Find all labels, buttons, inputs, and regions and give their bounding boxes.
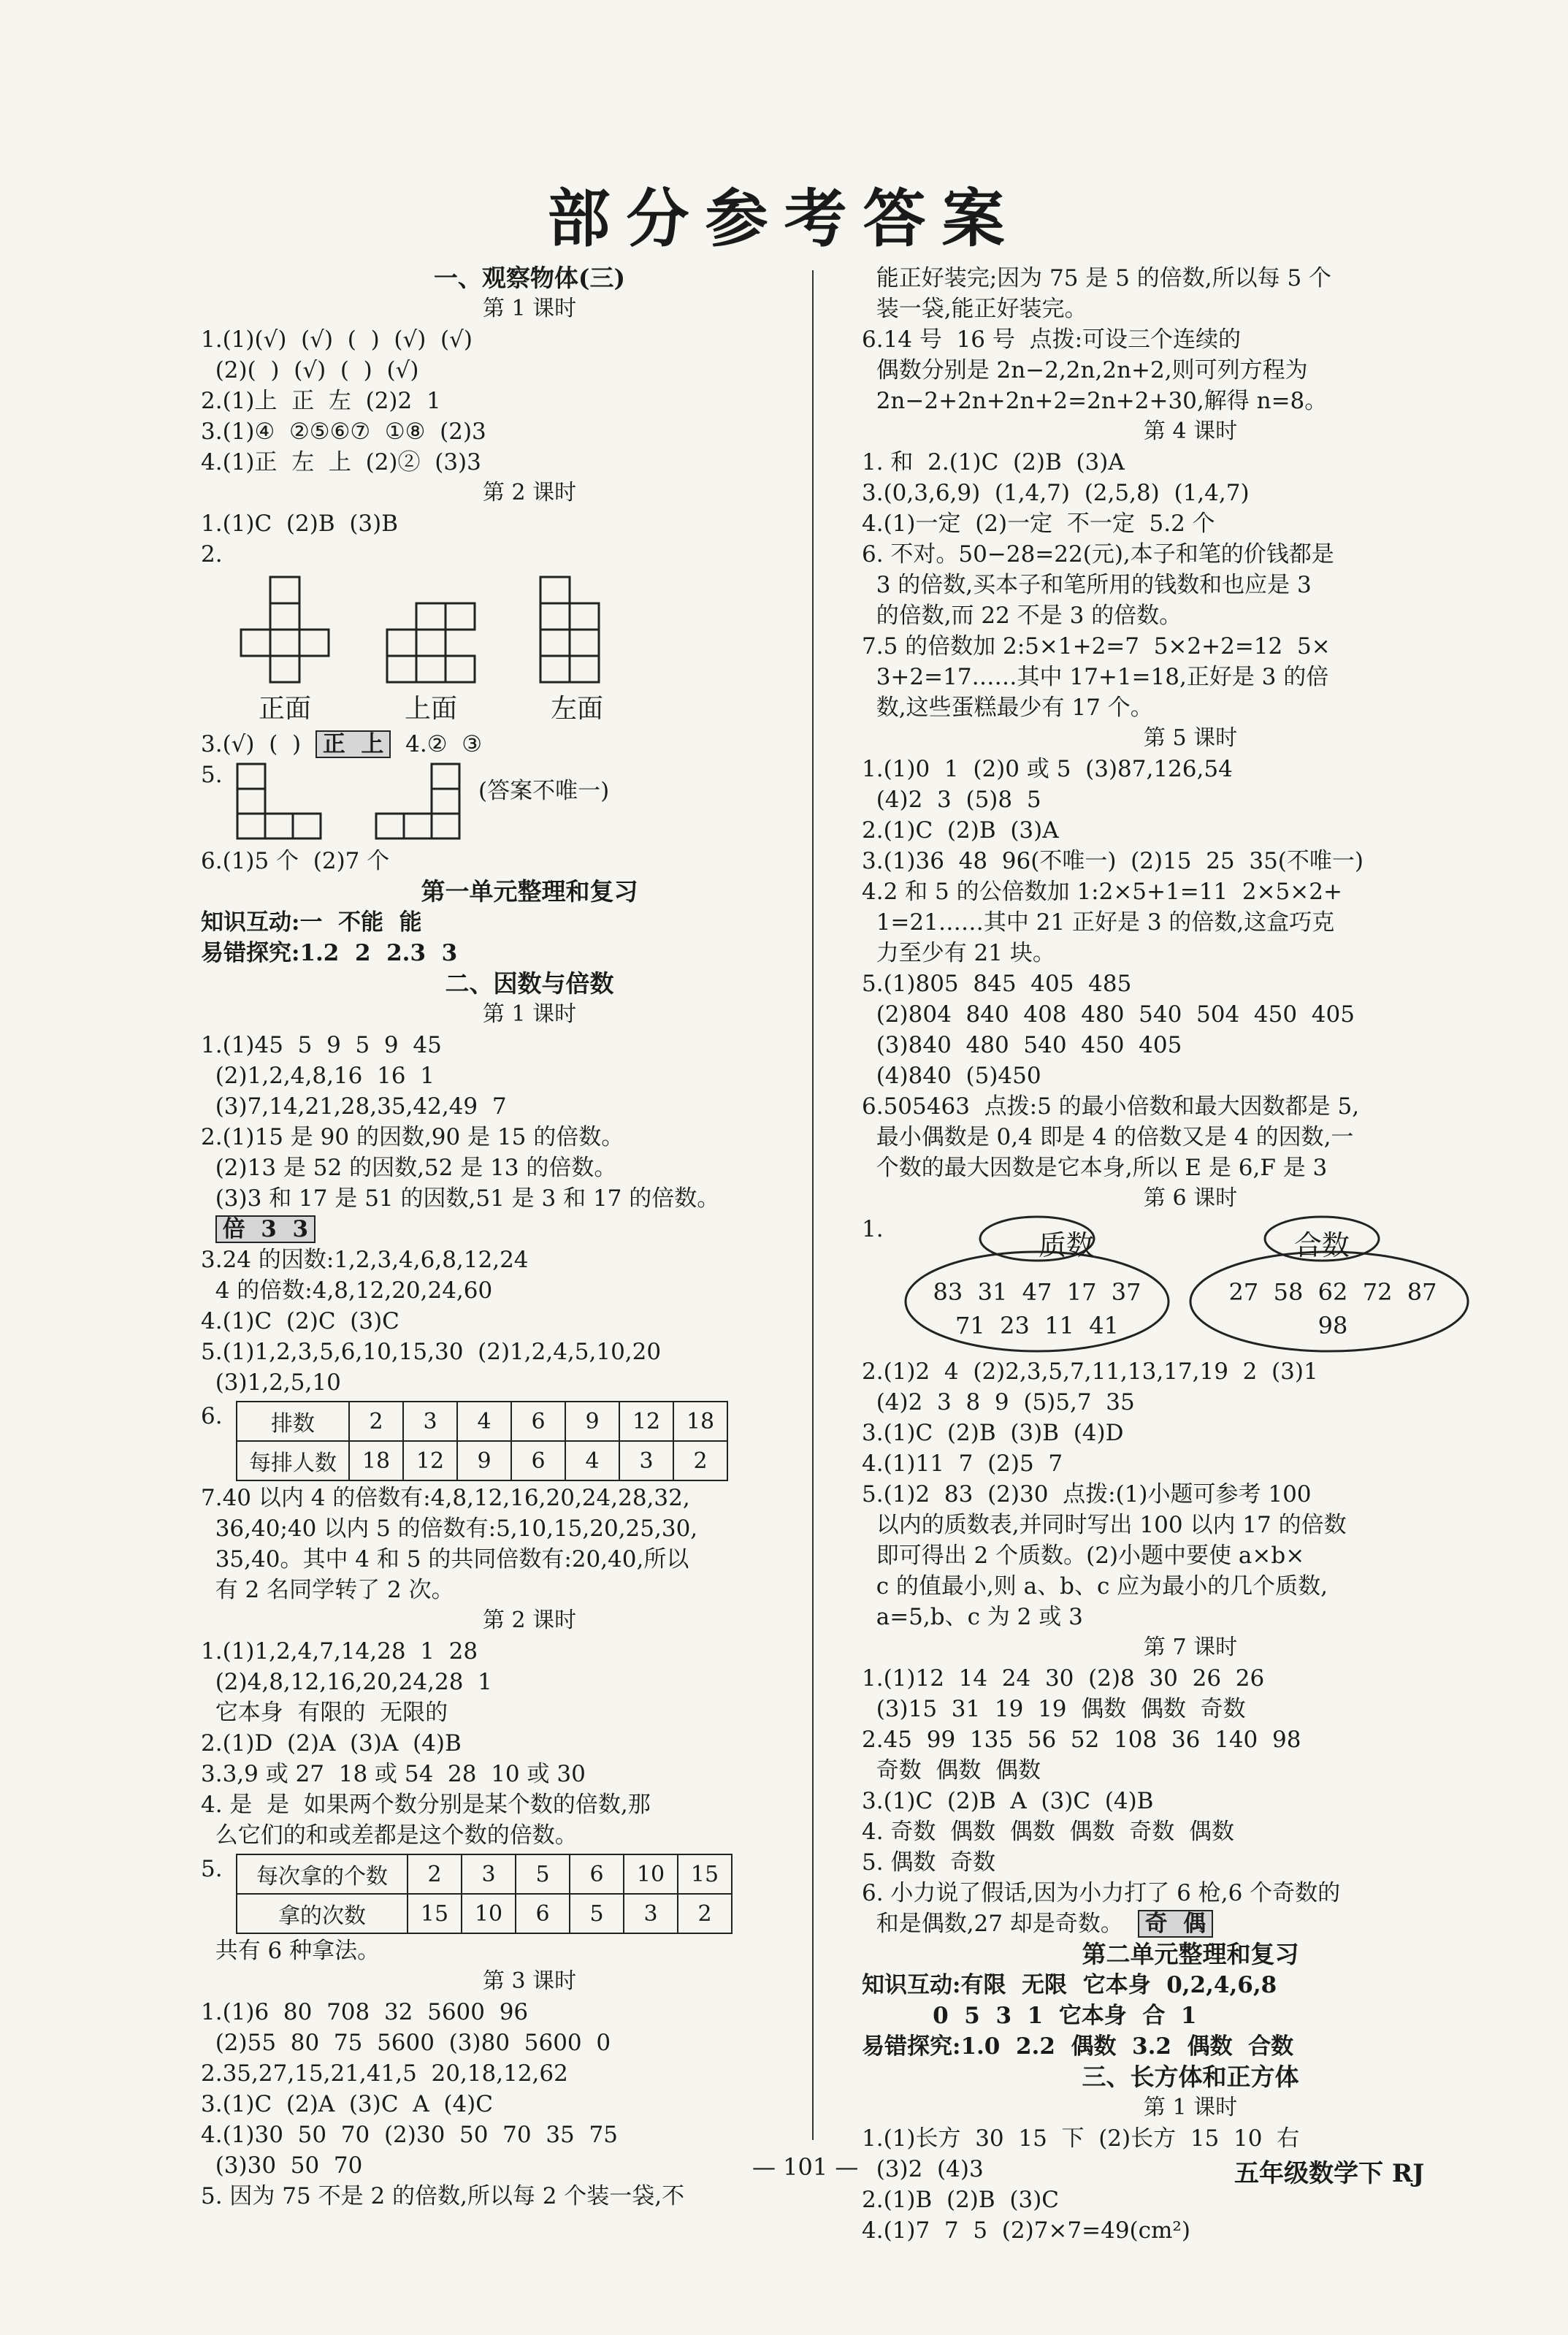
- view-label: 正面: [258, 694, 311, 724]
- answer-line: 偶数分别是 2n−2,2n,2n+2,则可列方程为: [862, 357, 1308, 383]
- answer-line: 3.(√) ( ) 正 上 4.② ③: [201, 731, 483, 757]
- composite-numbers: 27 58 62 72 87: [1228, 1278, 1437, 1306]
- answer-line: 6.14 号 16 号 点拨:可设三个连续的: [862, 326, 1242, 353]
- answer-line: c 的值最小,则 a、b、c 应为最小的几个质数,: [862, 1573, 1328, 1600]
- answer-line: 2.45 99 135 56 52 108 36 140 98: [862, 1727, 1301, 1753]
- answer-line: (4)2 3 (5)8 5: [862, 787, 1041, 813]
- prime-numbers: 71 23 11 41: [955, 1312, 1119, 1340]
- page-number: — 101 —: [752, 2153, 859, 2181]
- answer-line: 4 的倍数:4,8,12,20,24,60: [201, 1277, 493, 1304]
- answer-line: 5. 因为 75 不是 2 的倍数,所以每 2 个装一袋,不: [201, 2183, 685, 2209]
- answer-line: 力至少有 21 块。: [862, 940, 1055, 966]
- answer-line: 个数的最大因数是它本身,所以 E 是 6,F 是 3: [862, 1155, 1328, 1181]
- answer-line: 2.(1)2 4 (2)2,3,5,7,11,13,17,19 2 (3)1: [862, 1358, 1318, 1385]
- answer-line: 1.(1)0 1 (2)0 或 5 (3)87,126,54: [862, 756, 1233, 782]
- q5-shape-1: [234, 763, 336, 843]
- rows-table: [236, 1401, 728, 1481]
- section-heading: 第一单元整理和复习: [421, 877, 638, 906]
- page-title: 部分参考答案: [547, 182, 1021, 256]
- lesson-heading: 第 1 课时: [1143, 2095, 1238, 2120]
- q5-shape-2: [372, 763, 489, 843]
- section-heading: 二、因数与倍数: [445, 969, 614, 998]
- table-row: 拿的次数 15 10 6 5 3 2: [237, 1894, 732, 1933]
- answer-line: 6.(1)5 个 (2)7 个: [201, 848, 390, 874]
- answer-line: 6. 小力说了假话,因为小力打了 6 枪,6 个奇数的: [862, 1880, 1341, 1906]
- answer-line: (2)( ) (√) ( ) (√): [201, 357, 419, 383]
- answer-line: (2)4,8,12,16,20,24,28 1: [201, 1669, 492, 1695]
- answer-line: 2.(1)B (2)B (3)C: [862, 2187, 1060, 2213]
- answer-line: 它本身 有限的 无限的: [201, 1700, 448, 1726]
- answer-line: 奇数 偶数 偶数: [862, 1757, 1041, 1784]
- lesson-heading: 第 4 课时: [1143, 419, 1238, 444]
- answer-line: 4.(1)正 左 上 (2)② (3)3: [201, 449, 481, 475]
- q5-note: (答案不唯一): [478, 778, 610, 804]
- answer-line: 4.(1)7 7 5 (2)7×7=49(cm²): [862, 2217, 1190, 2244]
- composite-numbers: 98: [1317, 1312, 1348, 1340]
- answer-line: 6.505463 点拨:5 的最小倍数和最大因数都是 5,: [862, 1093, 1360, 1120]
- answer-line: 3.3,9 或 27 18 或 54 28 10 或 30: [201, 1761, 586, 1787]
- answer-line: 35,40。其中 4 和 5 的共同倍数有:20,40,所以: [201, 1546, 689, 1572]
- answer-line: (4)840 (5)450: [862, 1063, 1041, 1089]
- answer-line: 2.(1)C (2)B (3)A: [862, 817, 1059, 844]
- answer-line: 2.(1)上 正 左 (2)2 1: [201, 388, 441, 414]
- answer-line: 知识互动:一 不能 能: [201, 909, 422, 936]
- answer-line: 即可得出 2 个质数。(2)小题中要使 a×b×: [862, 1543, 1305, 1569]
- answer-line: 5. 偶数 奇数: [862, 1849, 996, 1876]
- answer-line: 7.40 以内 4 的倍数有:4,8,12,16,20,24,28,32,: [201, 1485, 690, 1511]
- q6-block: 6. 排数 2 3 4 6 9 12 18 每排人数 18 12 9 6 4 3 2: [201, 1401, 858, 1483]
- answer-line: 易错探究:1.0 2.2 偶数 3.2 偶数 合数: [862, 2033, 1294, 2060]
- section-heading: 第二单元整理和复习: [1082, 1940, 1299, 1968]
- answer-line: 4.(1)30 50 70 (2)30 50 70 35 75: [201, 2122, 618, 2148]
- answer-line: 3.(1)④ ②⑤⑥⑦ ①⑧ (2)3: [201, 419, 486, 445]
- table-row: 每排人数 18 12 9 6 4 3 2: [237, 1441, 727, 1480]
- lesson-heading: 第 7 课时: [1143, 1635, 1238, 1660]
- front-view-drawing: [237, 576, 332, 685]
- answer-line: 1.(1)45 5 9 5 9 45: [201, 1032, 442, 1058]
- answer-line: 3.(1)36 48 96(不唯一) (2)15 25 35(不唯一): [862, 848, 1364, 874]
- answer-line: a=5,b、c 为 2 或 3: [862, 1604, 1083, 1630]
- answer-line: [201, 1214, 858, 1245]
- answer-line: (2)1,2,4,8,16 16 1: [201, 1063, 435, 1089]
- answer-line: (4)2 3 8 9 (5)5,7 35: [862, 1389, 1135, 1415]
- lesson-heading: 第 3 课时: [482, 1968, 577, 1994]
- answer-line: 3.(1)C (2)B A (3)C (4)B: [862, 1788, 1154, 1814]
- answer-line: 能正好装完;因为 75 是 5 的倍数,所以每 5 个: [862, 265, 1332, 291]
- answer-line: 1.(1)1,2,4,7,14,28 1 28: [201, 1638, 478, 1665]
- answer-line: 和是偶数,27 却是奇数。 奇 偶: [862, 1908, 1519, 1939]
- highlight-box: 正 上: [315, 730, 391, 758]
- answer-line: 4.(1)C (2)C (3)C: [201, 1308, 399, 1334]
- answer-line: 5.(1)805 845 405 485: [862, 971, 1132, 997]
- answer-line: 3.24 的因数:1,2,3,4,6,8,12,24: [201, 1247, 529, 1273]
- answer-line: (3)2 (4)3: [862, 2156, 984, 2182]
- highlight-box: 奇 偶: [1138, 1910, 1214, 1938]
- answer-line: 36,40;40 以内 5 的倍数有:5,10,15,20,25,30,: [201, 1516, 698, 1542]
- answer-line: (3)30 50 70: [201, 2152, 363, 2179]
- q5-table-block: 5. 每次拿的个数 2 3 5 6 10 15 拿的次数 15 10 6 5 3 2: [201, 1854, 858, 1935]
- answer-line: (3)15 31 19 19 偶数 偶数 奇数: [862, 1696, 1246, 1722]
- answer-line: 数,这些蛋糕最少有 17 个。: [862, 695, 1153, 721]
- answer-line: (2)804 840 408 480 540 504 450 405: [862, 1001, 1355, 1028]
- top-view: [383, 576, 478, 729]
- answer-line: 2.35,27,15,21,41,5 20,18,12,62: [201, 2060, 568, 2087]
- answer-line: 的倍数,而 22 不是 3 的倍数。: [862, 603, 1182, 629]
- answer-line: 3+2=17……其中 17+1=18,正好是 3 的倍: [862, 664, 1329, 690]
- composite-label: 合数: [1293, 1229, 1350, 1261]
- answer-line: 1.(1)长方 30 15 下 (2)长方 15 10 右: [862, 2125, 1300, 2152]
- prime-numbers: 83 31 47 17 37: [933, 1278, 1141, 1306]
- answer-line: (3)1,2,5,10: [201, 1369, 341, 1396]
- table-row: 排数 2 3 4 6 9 12 18: [237, 1402, 727, 1441]
- answer-line: (3)7,14,21,28,35,42,49 7: [201, 1093, 507, 1120]
- answer-line: 0 5 3 1 它本身 合 1: [862, 2003, 1197, 2029]
- answer-line: 最小偶数是 0,4 即是 4 的倍数又是 4 的因数,一: [862, 1124, 1354, 1150]
- answer-line: (2)55 80 75 5600 (3)80 5600 0: [201, 2030, 611, 2056]
- view-label: 上面: [404, 694, 457, 724]
- left-view-drawing: [529, 576, 624, 685]
- lesson-heading: 第 2 课时: [482, 480, 577, 505]
- top-view-drawing: [383, 576, 478, 685]
- lesson-heading: 第 1 课时: [482, 296, 577, 321]
- answer-line: 有 2 名同学转了 2 次。: [201, 1577, 454, 1603]
- answer-line: (2)13 是 52 的因数,52 是 13 的倍数。: [201, 1155, 617, 1181]
- answer-line: 2.(1)15 是 90 的因数,90 是 15 的倍数。: [201, 1124, 624, 1150]
- answer-line: 7.5 的倍数加 2:5×1+2=7 5×2+2=12 5×: [862, 633, 1331, 660]
- section-heading: 三、长方体和正方体: [1082, 2063, 1299, 2091]
- taking-table: [236, 1854, 733, 1934]
- highlight-box: 倍 3 3: [215, 1215, 315, 1243]
- left-column: [201, 263, 858, 2212]
- number-sets: 1. 质数 83 31 47 17 37 71 23 11 41 合数 27 58 62 72 87 98: [862, 1214, 1519, 1356]
- answer-line: 么它们的和或差都是这个数的倍数。: [201, 1822, 578, 1849]
- answer-line: (3)840 480 540 450 405: [862, 1032, 1182, 1058]
- lesson-heading: 第 1 课时: [482, 1001, 577, 1027]
- answer-line: 3.(1)C (2)A (3)C A (4)C: [201, 2091, 493, 2117]
- q5-figure: 5. (答案不唯一): [201, 760, 858, 846]
- section-heading: 一、观察物体(三): [433, 264, 626, 292]
- lesson-heading: 第 2 课时: [482, 1608, 577, 1633]
- lesson-heading: 第 5 课时: [1143, 725, 1238, 751]
- answer-line: 4.2 和 5 的公倍数加 1:2×5+1=11 2×5×2+: [862, 879, 1342, 905]
- answer-line: 2.: [201, 541, 223, 567]
- answer-line: 1.(1)12 14 24 30 (2)8 30 26 26: [862, 1665, 1265, 1692]
- answer-line: 1.(1)C (2)B (3)B: [201, 511, 399, 537]
- lesson-heading: 第 6 课时: [1143, 1185, 1238, 1211]
- prime-label: 质数: [1038, 1229, 1094, 1261]
- answer-line: (3)3 和 17 是 51 的因数,51 是 3 和 17 的倍数。: [201, 1185, 720, 1212]
- table-row: 每次拿的个数 2 3 5 6 10 15: [237, 1854, 732, 1894]
- answer-line: 4.(1)一定 (2)一定 不一定 5.2 个: [862, 511, 1215, 537]
- book-label: 五年级数学下 RJ: [1234, 2159, 1425, 2188]
- answer-line: 1. 和 2.(1)C (2)B (3)A: [862, 449, 1125, 475]
- answer-line: 4. 是 是 如果两个数分别是某个数的倍数,那: [201, 1792, 651, 1818]
- right-column: [862, 263, 1519, 2246]
- answer-line: 易错探究:1.2 2 2.3 3: [201, 940, 458, 966]
- answer-line: 知识互动:有限 无限 它本身 0,2,4,6,8: [862, 1972, 1277, 1998]
- answer-line: 3.(0,3,6,9) (1,4,7) (2,5,8) (1,4,7): [862, 480, 1250, 506]
- answer-line: 3.(1)C (2)B (3)B (4)D: [862, 1420, 1124, 1446]
- answer-line: 3 的倍数,买本子和笔所用的钱数和也应是 3: [862, 572, 1312, 598]
- answer-line: 5.(1)2 83 (2)30 点拨:(1)小题可参考 100: [862, 1481, 1312, 1507]
- answer-line: 装一袋,能正好装完。: [862, 296, 1087, 322]
- answer-line: 2n−2+2n+2n+2=2n+2+30,解得 n=8。: [862, 388, 1328, 414]
- answer-line: 6. 不对。50−28=22(元),本子和笔的价钱都是: [862, 541, 1334, 567]
- left-view: [529, 576, 624, 729]
- view-drawings: [237, 576, 858, 729]
- front-view: [237, 576, 332, 729]
- answer-line: 1.(1)(√) (√) ( ) (√) (√): [201, 326, 473, 353]
- answer-line: 共有 6 种拿法。: [201, 1938, 380, 1964]
- answer-line: 5.(1)1,2,3,5,6,10,15,30 (2)1,2,4,5,10,20: [201, 1339, 662, 1365]
- answer-line: 1.(1)6 80 708 32 5600 96: [201, 1999, 529, 2025]
- answer-line: 以内的质数表,并同时写出 100 以内 17 的倍数: [862, 1512, 1347, 1538]
- answer-line: 4. 奇数 偶数 偶数 偶数 奇数 偶数: [862, 1819, 1234, 1845]
- view-label: 左面: [550, 694, 603, 724]
- answer-line: 1=21……其中 21 正好是 3 的倍数,这盒巧克: [862, 909, 1335, 936]
- answer-line: 2.(1)D (2)A (3)A (4)B: [201, 1730, 462, 1757]
- answer-line: 4.(1)11 7 (2)5 7: [862, 1451, 1063, 1477]
